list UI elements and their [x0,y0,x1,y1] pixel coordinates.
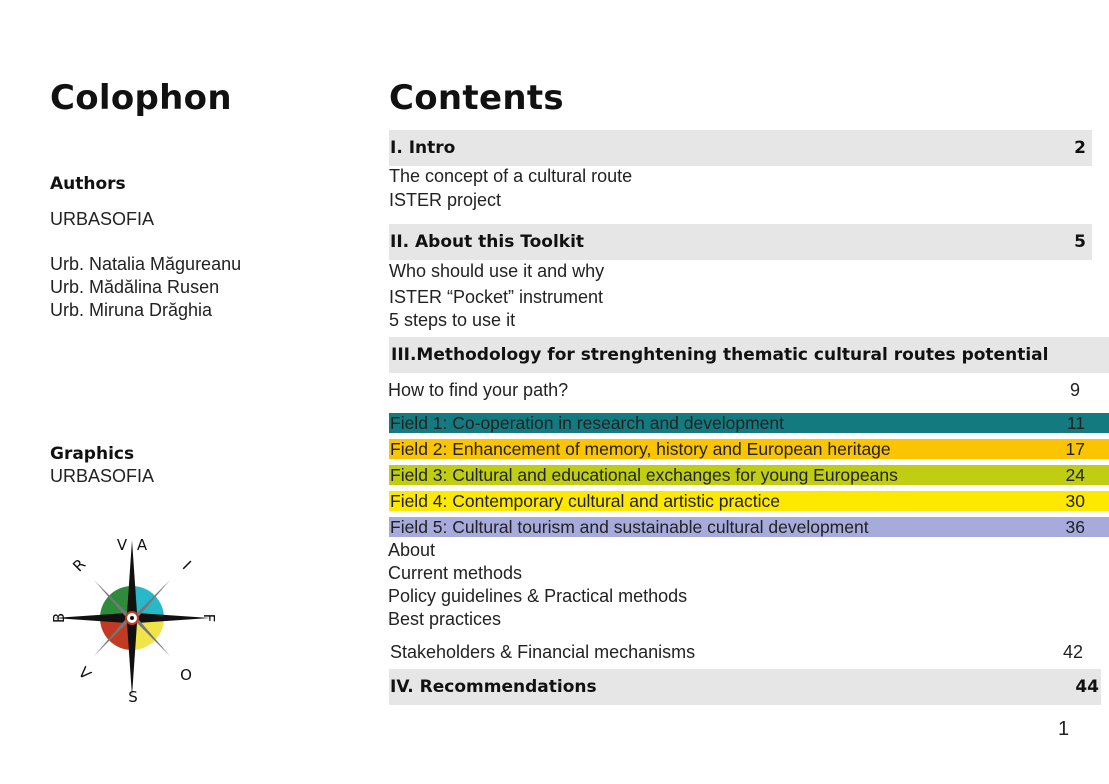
toc-entry[interactable]: ISTER project [389,190,502,210]
toc-sub-list [388,539,687,631]
logo-letter: V [116,536,128,554]
page-number: 1 [1058,718,1070,740]
toc-page-number: 11 [1066,413,1085,433]
toc-page-number: 17 [1065,439,1085,459]
colophon-title: Colophon [50,78,232,118]
author-name: Urb. Natalia Măgureanu [50,254,242,274]
logo-letter: I [178,557,195,574]
author-name: Urb. Miruna Drăghia [50,300,213,320]
toc-page-number: 2 [1074,138,1086,158]
authors-org: URBASOFIA [50,209,155,229]
logo-letter: R [69,555,90,576]
toc-entry[interactable]: The concept of a cultural route [389,166,633,186]
toc-entry[interactable]: 5 steps to use it [389,310,516,330]
toc-field-label: Field 1: Co-operation in research and development [390,413,784,433]
toc-field-5[interactable] [389,517,1109,537]
toc-field-label: Field 2: Enhancement of memory, history and European heritage [390,439,891,459]
author-list [50,253,241,322]
toc-entry[interactable]: Who should use it and why [389,261,605,281]
toc-section-toolkit[interactable] [389,224,1092,260]
toc-page-number: 42 [1063,642,1084,662]
toc-page-number: 24 [1065,465,1085,485]
toc-field-label: Field 4: Contemporary cultural and artistic practice [390,491,781,511]
author-name: Urb. Mădălina Rusen [50,277,220,297]
logo-letter: B [50,612,68,624]
logo-letter: O [180,666,192,684]
toc-field-label: Field 5: Cultural tourism and sustainable cultural development [390,517,869,537]
toc-sub-entry[interactable]: Best practices [388,609,502,629]
toc-entry[interactable]: ISTER “Pocket” instrument [389,287,604,307]
toc-sub-entry[interactable]: Policy guidelines & Practical methods [388,586,688,606]
authors-label: Authors [50,174,126,194]
toc-page-number: 9 [1070,380,1081,400]
toc-entry-stakeholders[interactable]: Stakeholders & Financial mechanisms [390,642,696,662]
toc-section-label: III.Methodology for strenghtening thematic cultural routes potential [391,345,1049,365]
graphics-org: URBASOFIA [50,466,155,486]
logo-letter: S [128,688,138,706]
toc-section-methodology[interactable] [389,337,1109,373]
toc-field-1[interactable] [389,413,1109,433]
toc-page-number: 30 [1065,491,1085,511]
toc-section-intro[interactable] [389,130,1092,166]
toc-entry-path[interactable]: How to find your path? [388,380,569,400]
urbasofia-compass-logo [48,530,228,710]
toc-field-4[interactable] [389,491,1109,511]
toc-field-2[interactable] [389,439,1109,459]
graphics-label: Graphics [50,444,135,464]
toc-sub-entry[interactable]: About [388,540,436,560]
toc-section-label: II. About this Toolkit [390,232,585,252]
logo-letter: F [200,613,218,623]
toc-page-number: 5 [1074,232,1086,252]
toc-sub-entry[interactable]: Current methods [388,563,523,583]
toc-section-recommendations[interactable] [389,669,1101,705]
toc-section-label: IV. Recommendations [390,677,597,697]
toc-section-label: I. Intro [390,138,456,158]
toc-field-label: Field 3: Cultural and educational exchanges for young Europeans [390,465,898,485]
logo-letter: A [136,536,148,554]
contents-title: Contents [389,78,564,118]
toc-page-number: 36 [1065,517,1085,537]
toc-page-number: 44 [1075,677,1099,697]
toc-field-3[interactable] [389,465,1109,485]
logo-letter: V [74,663,95,684]
